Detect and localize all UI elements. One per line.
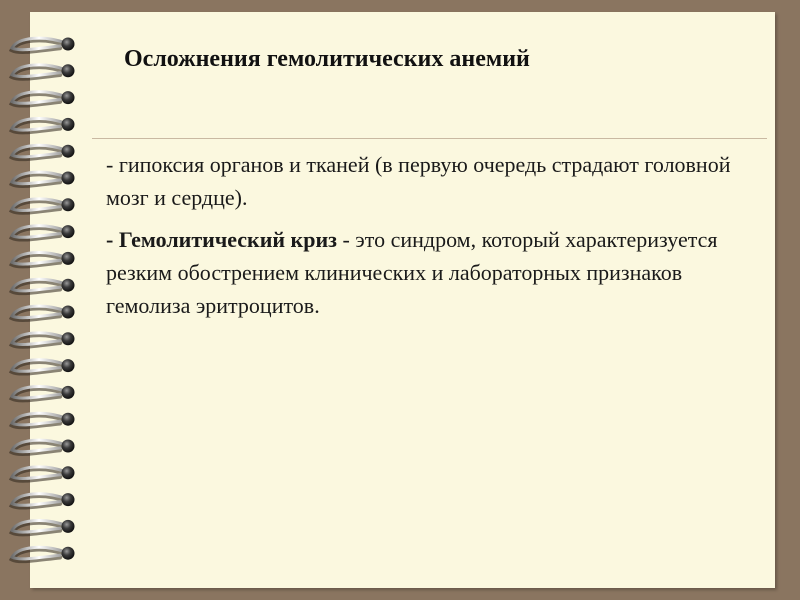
spiral-binding-icon xyxy=(0,0,90,600)
binding-ring xyxy=(12,359,75,373)
title-divider xyxy=(92,138,767,139)
binding-ring xyxy=(12,252,75,266)
paragraph-text: - это синдром, который характеризуется резким обострением клинических и лабораторных признаков гемолиза эритроцитов. xyxy=(106,227,718,318)
term-hemolytic-crisis: - Гемолитический криз xyxy=(106,227,337,252)
slide-title: Осложнения гемолитических анемий xyxy=(124,46,530,72)
binding-ring xyxy=(12,225,75,239)
binding-ring xyxy=(12,520,75,534)
binding-ring xyxy=(12,64,75,78)
binding-ring xyxy=(12,38,75,52)
binding-ring xyxy=(12,547,75,561)
binding-ring xyxy=(12,91,75,105)
binding-ring xyxy=(12,306,75,320)
binding-ring xyxy=(12,145,75,159)
paragraph-hemolytic-crisis xyxy=(106,223,746,322)
slide-body xyxy=(106,148,746,322)
paragraph-hypoxia xyxy=(106,148,746,214)
paragraph-text: - гипоксия органов и тканей (в первую очередь страдают головной мозг и сердце). xyxy=(106,152,731,210)
binding-ring xyxy=(12,466,75,480)
binding-ring xyxy=(12,493,75,507)
binding-ring xyxy=(12,118,75,132)
binding-ring xyxy=(12,413,75,427)
binding-ring xyxy=(12,386,75,400)
binding-ring xyxy=(12,198,75,212)
binding-ring xyxy=(12,279,75,293)
binding-ring xyxy=(12,440,75,454)
binding-ring xyxy=(12,172,75,186)
binding-ring xyxy=(12,332,75,346)
